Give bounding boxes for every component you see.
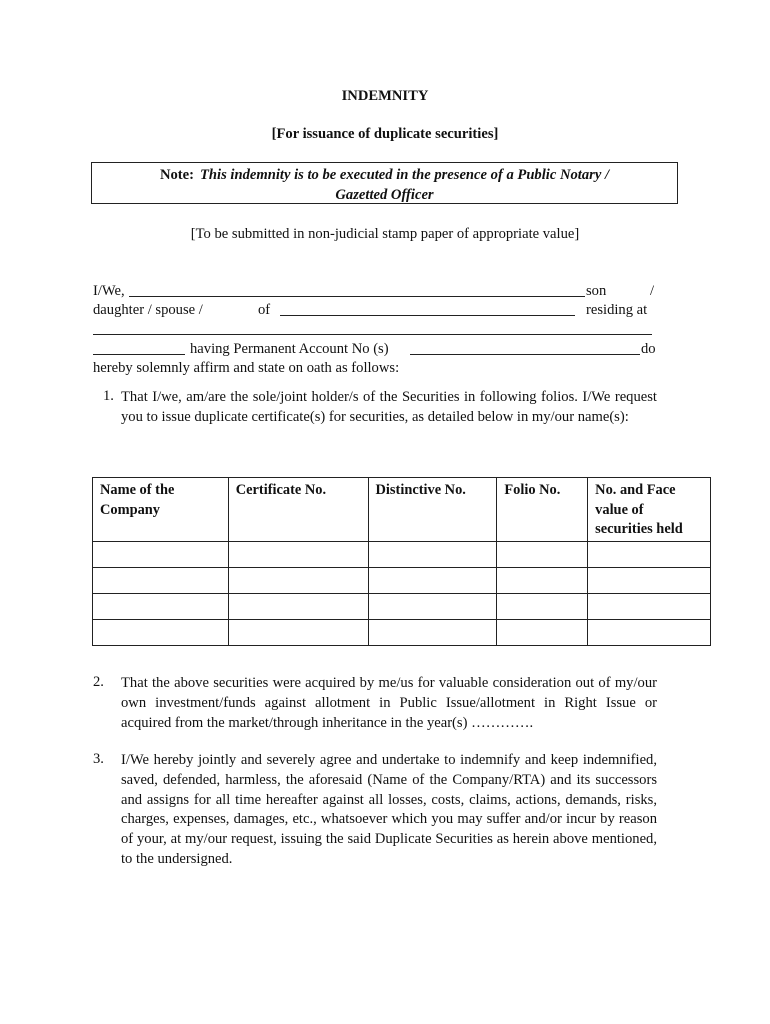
- of-label: of: [258, 302, 271, 318]
- table-row: [93, 594, 711, 620]
- affirm-statement: hereby solemnly affirm and state on oath as follows:: [93, 360, 400, 376]
- header-certificate-no: Certificate No.: [228, 478, 368, 542]
- address-field-continued[interactable]: [93, 354, 185, 355]
- table-cell[interactable]: [93, 542, 229, 568]
- residing-at-label: residing at: [586, 302, 648, 318]
- note-text-1: This indemnity is to be executed in the presence of a Public Notary /: [200, 167, 610, 183]
- do-label: do: [641, 341, 656, 357]
- note-box: [91, 162, 678, 204]
- table-cell[interactable]: [368, 542, 497, 568]
- table-cell[interactable]: [588, 594, 711, 620]
- table-cell[interactable]: [368, 594, 497, 620]
- daughter-spouse-label: daughter / spouse /: [93, 302, 203, 318]
- table-cell[interactable]: [228, 542, 368, 568]
- table-cell[interactable]: [497, 620, 588, 646]
- table-cell[interactable]: [497, 594, 588, 620]
- table-cell[interactable]: [93, 568, 229, 594]
- table-cell[interactable]: [497, 542, 588, 568]
- table-cell[interactable]: [368, 620, 497, 646]
- slash-label: /: [650, 283, 655, 299]
- header-folio-no: Folio No.: [497, 478, 588, 542]
- son-label: son: [586, 283, 607, 299]
- header-face-value: No. and Face value of securities held: [588, 478, 711, 542]
- table-cell[interactable]: [228, 594, 368, 620]
- stamp-instruction: [To be submitted in non-judicial stamp paper of appropriate value]: [190, 226, 580, 242]
- clause-3-text: I/We hereby jointly and severely agree and undertake to indemnify and keep indemnified, saved, defended, harmless, the aforesaid (Name of the Company/RTA) and its successors and assigns for all time hereafter against all losses, costs, claims, actions, demands, risks, charges, expenses, damages, etc., whatsoever which you may suffer and/or incur by reason of your, at my/our request, issuing the said Duplicate Securities as herein above mentioned, to the undersigned.: [121, 752, 657, 867]
- header-distinctive-no: Distinctive No.: [368, 478, 497, 542]
- clause-1-text: That I/we, am/are the sole/joint holder/s of the Securities in following folios. I/We request you to issue duplicate certificate(s) for securities, as detailed below in my/our name(s):: [121, 389, 657, 425]
- address-field[interactable]: [93, 334, 652, 335]
- clause-2-text: That the above securities were acquired by me/us for valuable consideration out of my/our own investment/funds against allotment in Public Issue/allotment in Right Issue or acquired from the market/through inheritance in the year(s) ………….: [121, 675, 657, 731]
- note-text-2: Gazetted Officer: [335, 187, 434, 203]
- table-header-row: [93, 478, 711, 542]
- table-cell[interactable]: [228, 568, 368, 594]
- clause-2-number: 2.: [93, 674, 104, 690]
- table-row: [93, 620, 711, 646]
- header-company-name: Name of the Company: [93, 478, 229, 542]
- iwe-label: I/We,: [93, 283, 125, 299]
- table-row: [93, 568, 711, 594]
- pan-field[interactable]: [410, 354, 640, 355]
- securities-table: [92, 477, 711, 646]
- table-cell[interactable]: [588, 620, 711, 646]
- page-title: INDEMNITY: [341, 88, 429, 104]
- note-label: Note:: [159, 167, 195, 183]
- pan-label: having Permanent Account No (s): [190, 341, 389, 357]
- table-cell[interactable]: [368, 568, 497, 594]
- table-row: [93, 542, 711, 568]
- clause-3-number: 3.: [93, 751, 104, 767]
- table-cell[interactable]: [588, 568, 711, 594]
- table-cell[interactable]: [228, 620, 368, 646]
- name-field[interactable]: [129, 296, 585, 297]
- clause-1-number: 1.: [103, 388, 114, 404]
- parent-name-field[interactable]: [280, 315, 575, 316]
- table-cell[interactable]: [497, 568, 588, 594]
- note-line-1: [92, 165, 677, 185]
- table-cell[interactable]: [93, 620, 229, 646]
- page-subtitle: [For issuance of duplicate securities]: [271, 126, 499, 142]
- table-cell[interactable]: [588, 542, 711, 568]
- table-cell[interactable]: [93, 594, 229, 620]
